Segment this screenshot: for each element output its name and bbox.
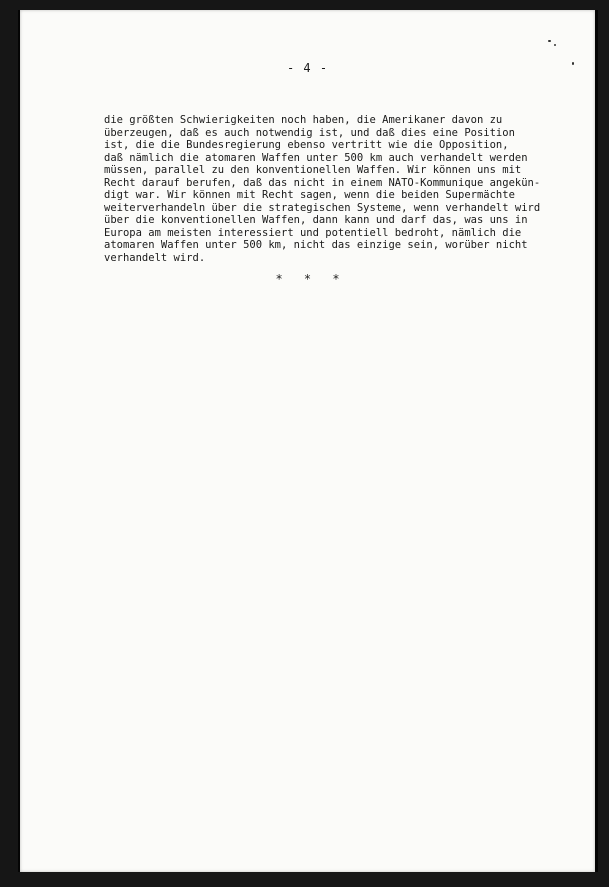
text-line: Europa am meisten interessiert und potentiell bedroht, nämlich die bbox=[104, 226, 522, 239]
text-line: müssen, parallel zu den konventionellen Waffen. Wir können uns mit bbox=[104, 164, 522, 176]
scan-speck bbox=[548, 40, 551, 42]
body-text bbox=[104, 114, 584, 264]
text-line: atomaren Waffen unter 500 km, nicht das einzige sein, worüber nicht bbox=[104, 239, 528, 251]
scan-speck bbox=[572, 62, 574, 65]
text-line: verhandelt wird. bbox=[104, 251, 206, 264]
page-number: - 4 - bbox=[286, 61, 329, 75]
section-separator: * * * bbox=[275, 272, 340, 286]
text-line: Recht darauf berufen, daß das nicht in einem NATO-Kommunique angekün- bbox=[104, 176, 541, 189]
text-line: weiterverhandeln über die strategischen Systeme, wenn verhandelt wird bbox=[104, 201, 541, 214]
text-line: digt war. Wir können mit Recht sagen, wenn die beiden Supermächte bbox=[104, 189, 515, 201]
text-line: die größten Schwierigkeiten noch haben, die Amerikaner davon zu bbox=[104, 114, 503, 126]
text-line: über die konventionellen Waffen, dann kann und darf das, was uns in bbox=[104, 214, 528, 226]
text-line: daß nämlich die atomaren Waffen unter 500 km auch verhandelt werden bbox=[104, 151, 528, 164]
text-line: ist, die die Bundesregierung ebenso vertritt wie die Opposition, bbox=[104, 139, 509, 151]
document-page bbox=[18, 10, 598, 872]
text-line: überzeugen, daß es auch notwendig ist, und daß dies eine Position bbox=[104, 126, 515, 139]
scan-speck bbox=[554, 44, 556, 46]
